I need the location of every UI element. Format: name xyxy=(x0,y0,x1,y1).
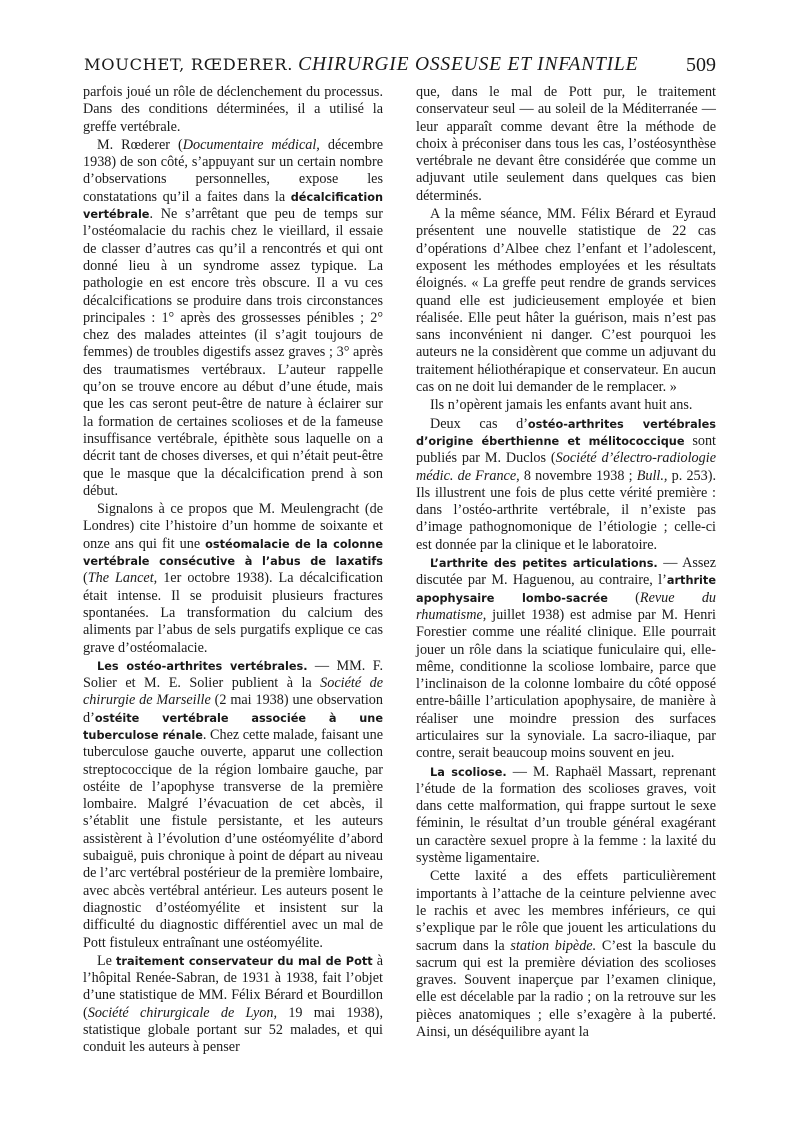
journal-title: Documentaire médical, xyxy=(182,136,320,153)
bold-term: ostéite vertébrale associée à une tuberculose rénale xyxy=(83,711,383,742)
section-heading: L’arthrite des petites articulations. xyxy=(430,557,658,571)
journal-title: Société d’électro-radiologie médic. de France, xyxy=(416,450,716,484)
bold-term: traitement conservateur du mal de Pott xyxy=(116,954,373,968)
section-heading: La scoliose. xyxy=(430,765,507,779)
left-column xyxy=(83,84,383,1057)
running-header xyxy=(84,50,716,82)
bold-term: ostéomalacie de la colonne vertébrale consécutive à l’abus de laxatifs xyxy=(83,537,383,569)
paragraph-scoliose xyxy=(416,764,716,868)
text: p. 253). Ils illustrent une fois de plus cette vérité première : dans l’ostéo-arthrite vertébrale, il n’existe pas d’image pathognomonique de l’étiologie ; celle-ci est donnée par la clinique et le laboratoire. xyxy=(416,467,716,553)
bold-term: arthrite apophysaire lombo-sacrée xyxy=(416,574,716,605)
text: M. Rœderer ( xyxy=(97,136,183,153)
text: — Assez discutée par M. Haguenou, au contraire, l’ xyxy=(416,555,716,589)
paragraph-traitement xyxy=(83,953,383,1057)
text: Deux cas d’ xyxy=(430,415,528,432)
paragraph-duclos xyxy=(416,416,716,554)
text: Signalons à ce propos que M. Meulengracht (de Londres) cite l’histoire d’un homme de soixante et onze ans qui fit une xyxy=(83,501,383,552)
journal-title: The Lancet, xyxy=(87,570,158,587)
paragraph-osteo-arthrites xyxy=(83,658,383,952)
text: 19 mai 1938), statistique globale portant sur 52 malades, et qui conduit les auteurs à penser xyxy=(83,1004,383,1056)
paragraph-laxite xyxy=(416,868,716,1041)
header-title: CHIRURGIE OSSEUSE ET INFANTILE xyxy=(298,54,639,75)
text: — MM. F. Solier et M. E. Solier publient à la xyxy=(83,657,384,692)
header-authors: MOUCHET, RŒDERER. xyxy=(84,55,294,74)
text: . Ne s’arrêtant que peu de temps sur l’ostéomalacie du rachis chez le vieillard, il essaie de classer d’autres cas qu’il a rencontrés et qui ont donné lieu à un syndrome assez typique. La pathologie en est encore très obscure. Il a vu ces décalcifications se produire dans trois circonstances principales : 1° après des grossesses pénibles ; 2° chez des malades atteintes (il s’agit toujours de femmes) de troubles digestifs assez graves ; 3° après des traumatismes vertébraux. L’auteur rappelle qu’on se trouve encore au début d’une étude, mais que les cas seront peut-être de nature à éclairer sur la formation de certaines scolioses et de la fameuse insuffisance vertébrale, épithète sous laquelle on a décrit tant de choses diverses, et qui n’était peut-être que le masque que la décalcification prend à son début. xyxy=(83,206,383,499)
bold-term: ostéo-arthrites vertébrales d’origine éberthienne et mélitococcique xyxy=(416,417,716,448)
bold-term: décalcification vertébrale xyxy=(83,190,383,222)
journal-title: Société de chirurgie de Marseille xyxy=(83,675,383,709)
text: juillet 1938) est admise par M. Henri Forestier comme une réalité clinique. Elle pourrait jouer un rôle dans la sciatique funiculaire qui, elle-même, conditionne la scoliose lombaire, parce que l’inclinaison de la colonne lombaire du côté opposé entre-bâille l’articulation apophysaire, de manière à réaliser une moindre pression des surfaces articulaires sur la synoviale. La sacro-iliaque, par contre, serait beaucoup moins souvent en jeu. xyxy=(416,606,716,762)
italic-term: station bipède. xyxy=(510,937,597,954)
paragraph-arthrite xyxy=(416,555,716,763)
section-heading: Les ostéo-arthrites vertébrales. xyxy=(97,659,308,673)
text: Cette laxité a des effets particulièrement importants à l’attache de la ceinture pelvienne avec le rachis et avec les membres inférieurs, ce qui s’explique par le rôle que jouent les articulations du sacrum dans la xyxy=(416,868,716,954)
text: — M. Raphaël Massart, reprenant l’étude de la formation des scolioses graves, voit dans cette malformation, qui frappe surtout le sexe féminin, le résultat d’un trouble général exagérant un caractère sexuel propre à la femme : la laxité du système ligamentaire. xyxy=(416,763,716,867)
paragraph-roederer xyxy=(83,137,383,500)
text: à l’hôpital Renée-Sabran, de 1931 à 1938, fait l’objet d’une statistique de MM. Félix Bérard et Bourdillon ( xyxy=(83,952,383,1021)
paragraph-meulengracht xyxy=(83,501,383,657)
text: ( xyxy=(83,570,88,587)
paragraph-continued: parfois joué un rôle de déclenchement du processus. Dans des conditions déterminées, il a utilisé la greffe vertébrale. xyxy=(83,84,383,135)
text: Le xyxy=(97,952,117,969)
page-number: 509 xyxy=(686,54,716,76)
journal-title: Revue du rhumatisme, xyxy=(416,589,717,623)
text: ( xyxy=(607,589,640,606)
text: . Chez cette malade, faisant une tuberculose gauche ouverte, apparut une collection streptococcique de la région lombaire gauche, par ostéite de l’apophyse transverse de la première lombaire. Malgré l’évacuation de cet abcès, il s’établit une fistule persistante, et les auteurs assistèrent à l’évolution d’une ostéomyélite d’abord subaiguë, puis chronique à point de départ au niveau de l’arc vertébral postérieur de la première lombaire, avec abcès vertébral antérieur. Les auteurs posent le diagnostic d’ostéomyélite et insistent sur la difficulté du diagnostic différentiel avec un mal de Pott fistuleux entraînant une ostéomyélite. xyxy=(83,726,383,951)
text: 8 novembre 1938 ; xyxy=(519,467,637,484)
paragraph-albee: A la même séance, MM. Félix Bérard et Eyraud présentent une nouvelle statistique de 22 cas d’opérations d’Albee chez l’enfant et l’adolescent, exposent les méthodes employées et les résultats éloignés. « La greffe peut rendre de grands services quand elle est judicieusement employée et bien réalisée. Elle peut hâter la guérison, mais n’est pas sans inconvénient ni danger. C’est pourquoi les auteurs ne la considèrent que comme un adjuvant du traitement héliothérapique et conservateur. En aucun cas on ne doit lui demander de le remplacer. » xyxy=(416,206,716,396)
paragraph-huit-ans: Ils n’opèrent jamais les enfants avant huit ans. xyxy=(430,397,693,414)
text: sont publiés par M. Duclos ( xyxy=(416,432,716,467)
header-text xyxy=(84,54,638,76)
right-column xyxy=(416,84,716,1041)
text: décembre 1938) de son côté, s’appuyant sur un certain nombre d’observations personnelles, expose les constatations qu’il a faites dans la xyxy=(83,136,384,205)
text: (2 mai 1938) une observation d’ xyxy=(83,692,383,726)
journal-abbrev: Bull., xyxy=(636,467,668,484)
journal-title: Société chirurgicale de Lyon, xyxy=(87,1004,278,1021)
text: 1er octobre 1938). La décalcification était intense. Il se produisit plusieurs fractures spontanées. La transformation du calcium des aliments par l’abus de sels purgatifs explique ce cas grave d’ostéomalacie. xyxy=(83,570,383,656)
text: C’est la bascule du sacrum qui est la première déviation des scolioses graves. Souvent inaperçue par l’examen clinique, elle est décelable par la radio ; on la retrouve sur les pièces anatomiques ; elle s’exagère à la puberté. Ainsi, un déséquilibre ayant la xyxy=(416,937,717,1041)
paragraph-continued: que, dans le mal de Pott pur, le traitement conservateur seul — au soleil de la Méditerranée — leur apparaît comme devant être la méthode de choix à préconiser dans tous les cas, l’ostéosynthèse vertébrale ne devant être considérée que comme un adjuvant utile seulement dans quelques cas bien déterminés. xyxy=(416,84,716,204)
